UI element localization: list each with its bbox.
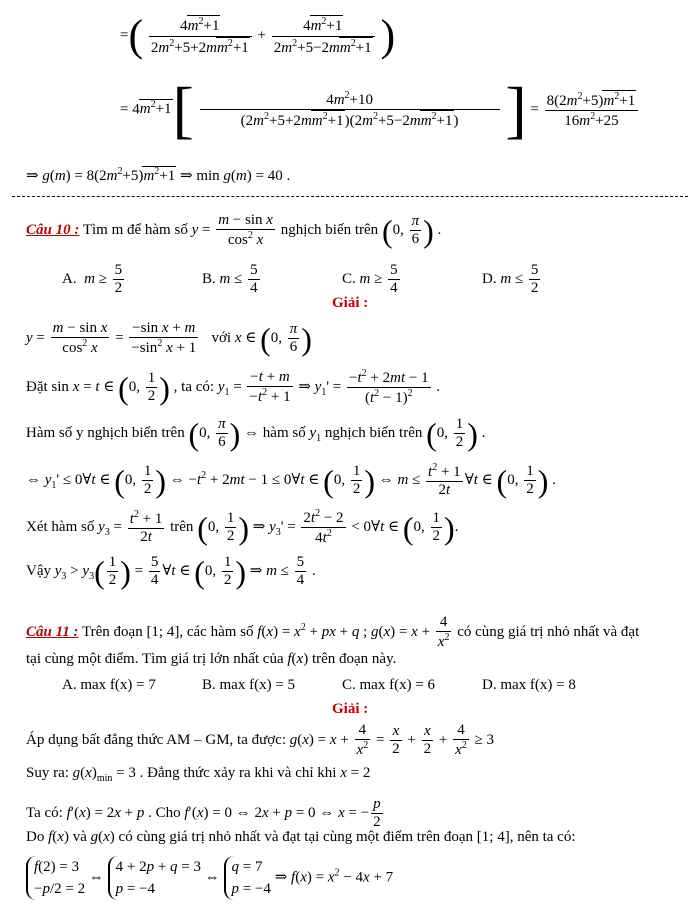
q11-step-4: Do f(x) và g(x) có cùng giá trị nhỏ nhất và đạt tại cùng một điểm trên đoạn [1; 4], nên ta có: xyxy=(26,829,576,845)
eq-line-1: =( $\frac{4m^2+1}{2m^2+5+2mm^2+1}$ + $\frac{4m^2+1}{2m^2+5-2mm^2+1}$ ) xyxy=(120,11,396,60)
section-divider xyxy=(12,196,688,197)
q10-option-d: D. m ≤ $\frac{5}{2}$ xyxy=(482,262,539,297)
q11-step-2: Suy ra: $g(x)_{min} = 3$ . Đẳng thức xảy ra khi và chỉ khi x = 2 xyxy=(26,765,371,784)
q11-option-b: B. max f(x) = 5 xyxy=(202,677,296,693)
system-1: f(2) = 3 −p/2 = 2 xyxy=(26,856,85,900)
q10-step-1: y = $\frac{\text{m − sin x}}{\cos^2 x}$ = $\frac{\text{−sin x + m}}{-\sin^2 x + 1}$ với x ∈ (0, $\frac{\pi}{6}$ ) xyxy=(26,320,312,357)
q10-label: Câu 10 : xyxy=(26,222,80,239)
q11-option-a: A. max f(x) = 7 xyxy=(62,677,156,693)
system-2: 4 + 2p + q = 3 p = −4 xyxy=(108,856,201,900)
q11-step-1: Áp dụng bất đẳng thức AM – GM, ta được: g(x) = x + $\frac{4}{x^2}$ = $\frac{x}{2}$ + $\frac{x}{2}$ + $\frac{4}{x^2}$ ≥ 3 xyxy=(26,722,495,759)
q11-statement: Câu 11 : Trên đoạn [1; 4], các hàm số $f(x) = x^2$ + px + q ; g(x) = x + $\frac{4}{x^2}$ có cùng giá trị nhỏ nhất và đạt xyxy=(26,614,640,651)
system-3: q = 7 p = −4 xyxy=(224,856,271,900)
q10-option-c: C. m ≥ $\frac{5}{4}$ xyxy=(342,262,398,297)
q10-step-5: Xét hàm số $y_3$ = $\frac{t^2 + 1}{2t}$ trên (0, $\frac{1}{2}$ ) ⇒ $y_3'$ = $\frac{2t^2 - 2}{4t^2}$ < 0∀t ∈ (0, $\frac{1}{2}$ ). xyxy=(26,508,459,547)
q10-solution-heading: Giải : xyxy=(332,295,369,311)
q11-option-c: C. max f(x) = 6 xyxy=(342,677,436,693)
q10-step-2: Đặt sin x = t ∈ (0, $\frac{1}{2}$ ) , ta có: $y_1$ = $\frac{-t + m}{-t^2 + 1}$ ⇒ $y_1'$ = $\frac{-t^2 + 2mt - 1}{(t^2 - 1)^2}$ . xyxy=(26,368,441,407)
eq-line-3: ⇒ $g(m) = 8(2m^2+5)m^2+1$ ⇒ min g(m) = 40 . xyxy=(26,166,291,184)
eq-line-2: = $4m^2+1$[ $\frac{4m^2+10}{(2m^2+5+2mm^2+1)(2m^2+5-2mm^2+1)}$ ] = $\frac{8(2m^2+5)m^2+1}{16m^2+25}$ xyxy=(120,78,640,142)
q11-option-d: D. max f(x) = 8 xyxy=(482,677,576,693)
q10-step-6: Vậy $y_3 > y_3$( $\frac{1}{2}$ ) = $\frac{5}{4}$ ∀t ∈ (0, $\frac{1}{2}$ ) ⇒ m ≤ $\frac{5}{4}$ . xyxy=(26,553,316,590)
q11-solution-heading: Giải : xyxy=(332,701,369,717)
q10-step-3: Hàm số y nghịch biến trên (0, $\frac{\pi}{6}$ ) ⇔ hàm số $y_1$ nghịch biến trên (0, $\frac{1}{2}$ ) . xyxy=(26,415,486,452)
q10-statement: Câu 10 : Tìm m để hàm số y = $\frac{\text{m − sin x}}{\cos^2 x}$ nghịch biến trên (0, $\frac{\pi}{6}$ ) . xyxy=(26,212,442,249)
q10-option-b: B. m ≤ $\frac{5}{4}$ xyxy=(202,262,258,297)
q11-step-3: Ta có: f′(x) = 2x + p . Cho f′(x) = 0 ⇔ 2x + p = 0 ⇔ x = − $\frac{p}{2}$ xyxy=(26,796,381,831)
q10-step-4: ⇔ $y_1'$ ≤ 0∀t ∈ (0, $\frac{1}{2}$ ) ⇔ $-t^2 + 2mt - 1$ ≤ 0∀t ∈ (0, $\frac{1}{2}$ ) ⇔ m ≤ $\frac{t^2 + 1}{2t}$ ∀t ∈ (0, $\frac{1}{2}$ ) . xyxy=(26,462,556,499)
q11-label: Câu 11 : xyxy=(26,624,79,641)
q11-step-5: f(2) = 3 −p/2 = 2 ⇔ 4 + 2p + q = 3 p = −4 ⇔ q = 7 p = −4 ⇒ $f(x) = x^2 - 4x + 7$ xyxy=(26,856,393,900)
q11-statement-2: tại cùng một điểm. Tìm giá trị lớn nhất của f(x) trên đoạn này. xyxy=(26,651,397,667)
q10-option-a: A. m ≥ $\frac{5}{2}$ xyxy=(62,262,123,297)
